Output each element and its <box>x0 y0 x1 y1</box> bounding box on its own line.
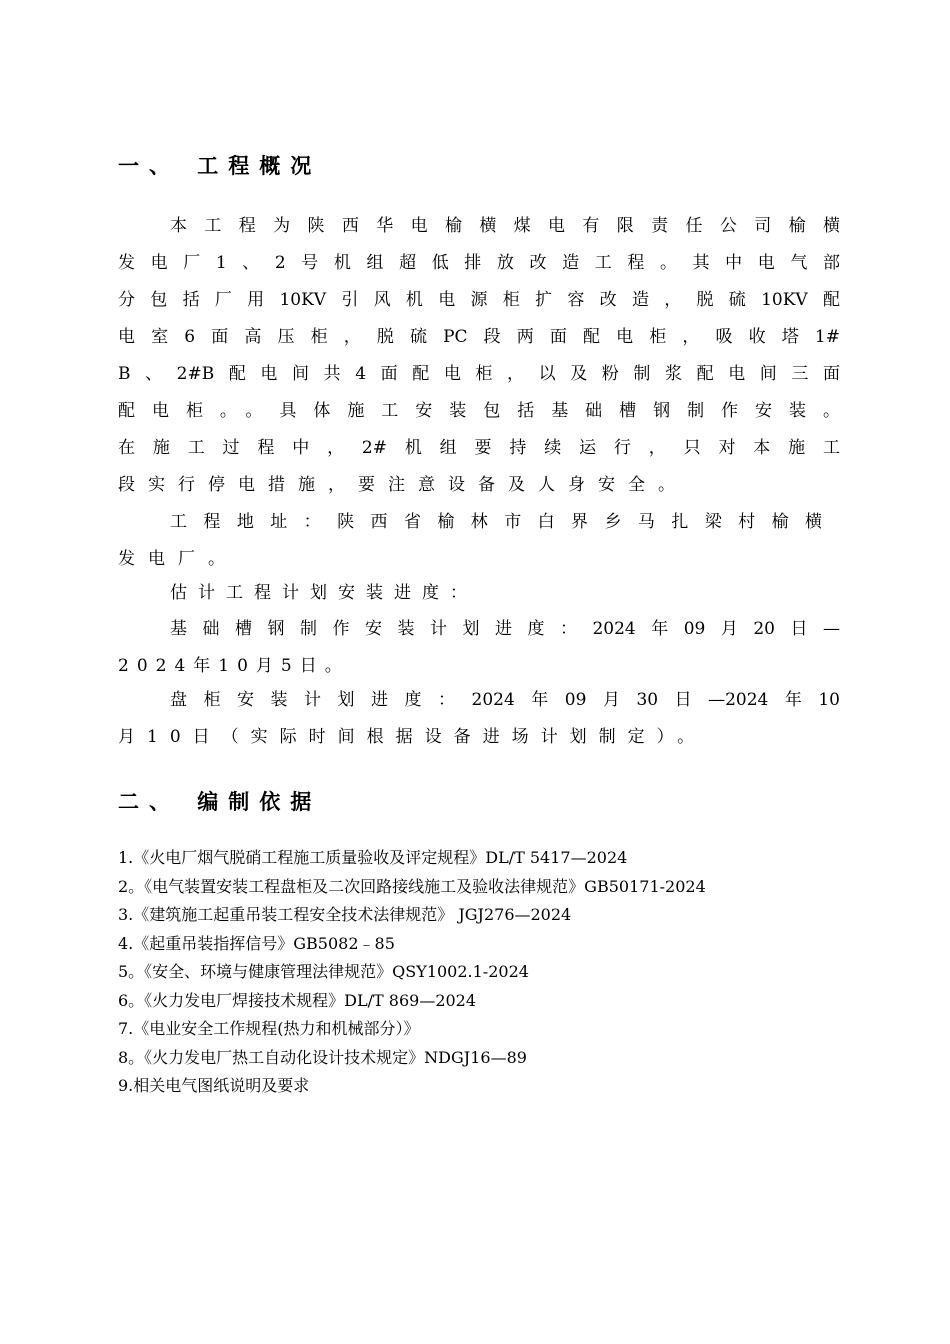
paragraph-line: B、2#B配电间共4面配电柜，以及粉制浆配电间三面 <box>118 364 840 384</box>
reference-item: 2。《电气装置安装工程盘柜及二次回路接线施工及验收法律规范》GB50171-2024 <box>118 877 706 896</box>
schedule-line: 月10日（实际时间根据设备进场计划制定）。 <box>118 727 707 747</box>
reference-item: 5。《安全、环境与健康管理法律规范》QSY1002.1-2024 <box>118 962 529 981</box>
project-address-line: 发电厂。 <box>118 549 238 569</box>
schedule-line: 基础槽钢制作安装计划进度：2024年09月20日— <box>170 619 840 639</box>
section-heading-overview: 一、 工程概况 <box>118 153 322 178</box>
reference-item: 1.《火电厂烟气脱硝工程施工质量验收及评定规程》DL/T 5417—2024 <box>118 848 628 867</box>
reference-item: 6。《火力发电厂焊接技术规程》DL/T 869—2024 <box>118 991 477 1010</box>
reference-item: 7.《电业安全工作规程(热力和机械部分）》 <box>118 1019 420 1038</box>
reference-item: 3.《建筑施工起重吊装工程安全技术法律规范》 JGJ276—2024 <box>118 905 572 924</box>
paragraph-line: 本工程为陕西华电榆横煤电有限责任公司榆横 <box>170 216 840 236</box>
paragraph-line: 电室6面高压柜，脱硫PC段两面配电柜，吸收塔1# <box>118 327 840 347</box>
reference-item: 8。《火力发电厂热工自动化设计技术规定》NDGJ16—89 <box>118 1048 527 1067</box>
schedule-title: 估计工程计划安装进度： <box>170 583 478 603</box>
section-heading-basis: 二、 编制依据 <box>118 789 322 814</box>
project-address-line: 工程地址：陕西省榆林市白界乡马扎梁村榆横 <box>170 512 822 532</box>
schedule-line: 2024年10月5日。 <box>118 656 350 676</box>
paragraph-line: 配电柜。。具体施工安装包括基础槽钢制作安装。 <box>118 401 840 421</box>
paragraph-line: 段实行停电措施，要注意设备及人身安全。 <box>118 475 688 495</box>
reference-item: 9.相关电气图纸说明及要求 <box>118 1076 310 1095</box>
paragraph-line: 在施工过程中，2#机组要持续运行，只对本施工 <box>118 438 840 458</box>
paragraph-line: 分包括厂用10KV引风机电源柜扩容改造，脱硫10KV配 <box>118 290 840 310</box>
reference-item: 4.《起重吊装指挥信号》GB5082﹣85 <box>118 934 395 953</box>
schedule-line: 盘柜安装计划进度：2024年09月30日—2024年10 <box>170 690 840 710</box>
paragraph-line: 发电厂1、2号机组超低排放改造工程。其中电气部 <box>118 253 840 273</box>
